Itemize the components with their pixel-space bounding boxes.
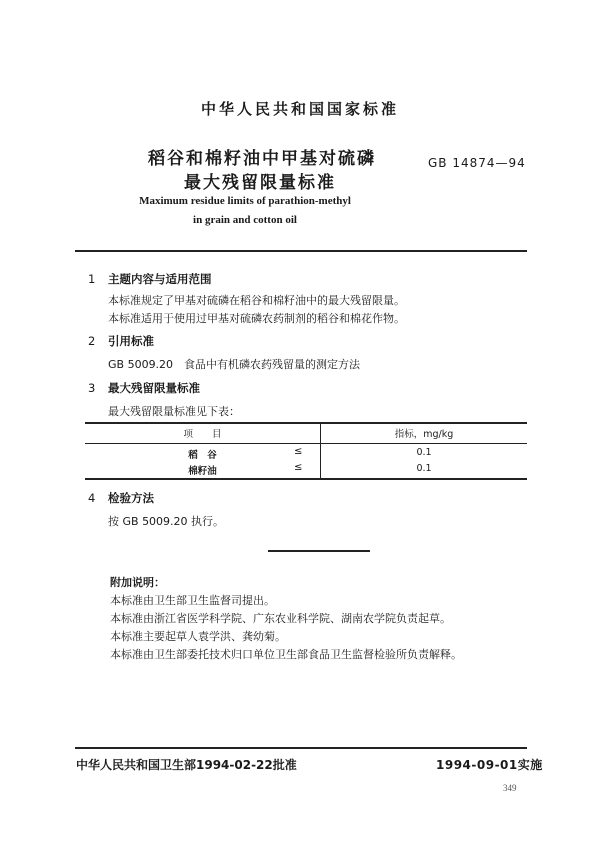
section-2-heading: 2 引用标准 bbox=[88, 334, 154, 348]
table-top-rule bbox=[85, 422, 527, 424]
section-1-heading: 1 主题内容与适用范围 bbox=[88, 272, 212, 286]
end-divider bbox=[268, 550, 370, 552]
section-2-paragraph: GB 5009.20 食品中有机磷农药残留量的测定方法 bbox=[108, 358, 361, 371]
table-header-value: 指标，mg/kg bbox=[394, 429, 454, 440]
english-title-line-2: in grain and cotton oil bbox=[193, 214, 297, 226]
table-cell-item: 棉籽油 bbox=[188, 466, 217, 477]
table-cell-value: 0.1 bbox=[416, 447, 432, 458]
section-1-paragraph: 本标准规定了甲基对硫磷在稻谷和棉籽油中的最大残留限量。 bbox=[108, 294, 405, 307]
section-1-paragraph: 本标准适用于使用过甲基对硫磷农药制剂的稻谷和棉花作物。 bbox=[108, 312, 405, 325]
table-cell-value: 0.1 bbox=[416, 463, 432, 474]
notes-line: 本标准由卫生部委托技术归口单位卫生部食品卫生监督检验所负责解释。 bbox=[110, 648, 462, 661]
notes-line: 本标准由浙江省医学科学院、广东农业科学院、湖南农学院负责起草。 bbox=[110, 612, 451, 625]
national-standard-label: 中华人民共和国国家标准 bbox=[200, 100, 399, 118]
header-divider bbox=[75, 250, 527, 252]
table-cell-operator: ≤ bbox=[294, 446, 303, 457]
table-bottom-rule bbox=[85, 478, 527, 480]
implementation-date: 1994-09-01实施 bbox=[436, 758, 543, 772]
notes-line: 本标准主要起草人袁学洪、龚幼菊。 bbox=[110, 630, 286, 643]
section-4-paragraph: 按 GB 5009.20 执行。 bbox=[108, 515, 225, 528]
page-number: 349 bbox=[503, 783, 517, 793]
table-header-item: 项 目 bbox=[183, 429, 222, 440]
table-cell-operator: ≤ bbox=[294, 462, 303, 473]
table-header-rule bbox=[85, 443, 527, 444]
table-cell-item: 稻 谷 bbox=[188, 450, 217, 461]
title-line-1: 稻谷和棉籽油中甲基对硫磷 bbox=[148, 149, 376, 169]
standard-code: GB 14874—94 bbox=[428, 156, 526, 170]
title-line-2: 最大残留限量标准 bbox=[184, 173, 336, 193]
notes-line: 本标准由卫生部卫生监督司提出。 bbox=[110, 594, 275, 607]
footer-divider bbox=[75, 747, 527, 749]
english-title-line-1: Maximum residue limits of parathion-methyl bbox=[139, 195, 351, 207]
section-3-heading: 3 最大残留限量标准 bbox=[88, 381, 200, 395]
section-4-heading: 4 检验方法 bbox=[88, 491, 154, 505]
notes-title: 附加说明： bbox=[110, 576, 165, 589]
approval-date: 中华人民共和国卫生部1994-02-22批准 bbox=[76, 758, 297, 772]
section-3-paragraph: 最大残留限量标准见下表： bbox=[108, 405, 240, 418]
